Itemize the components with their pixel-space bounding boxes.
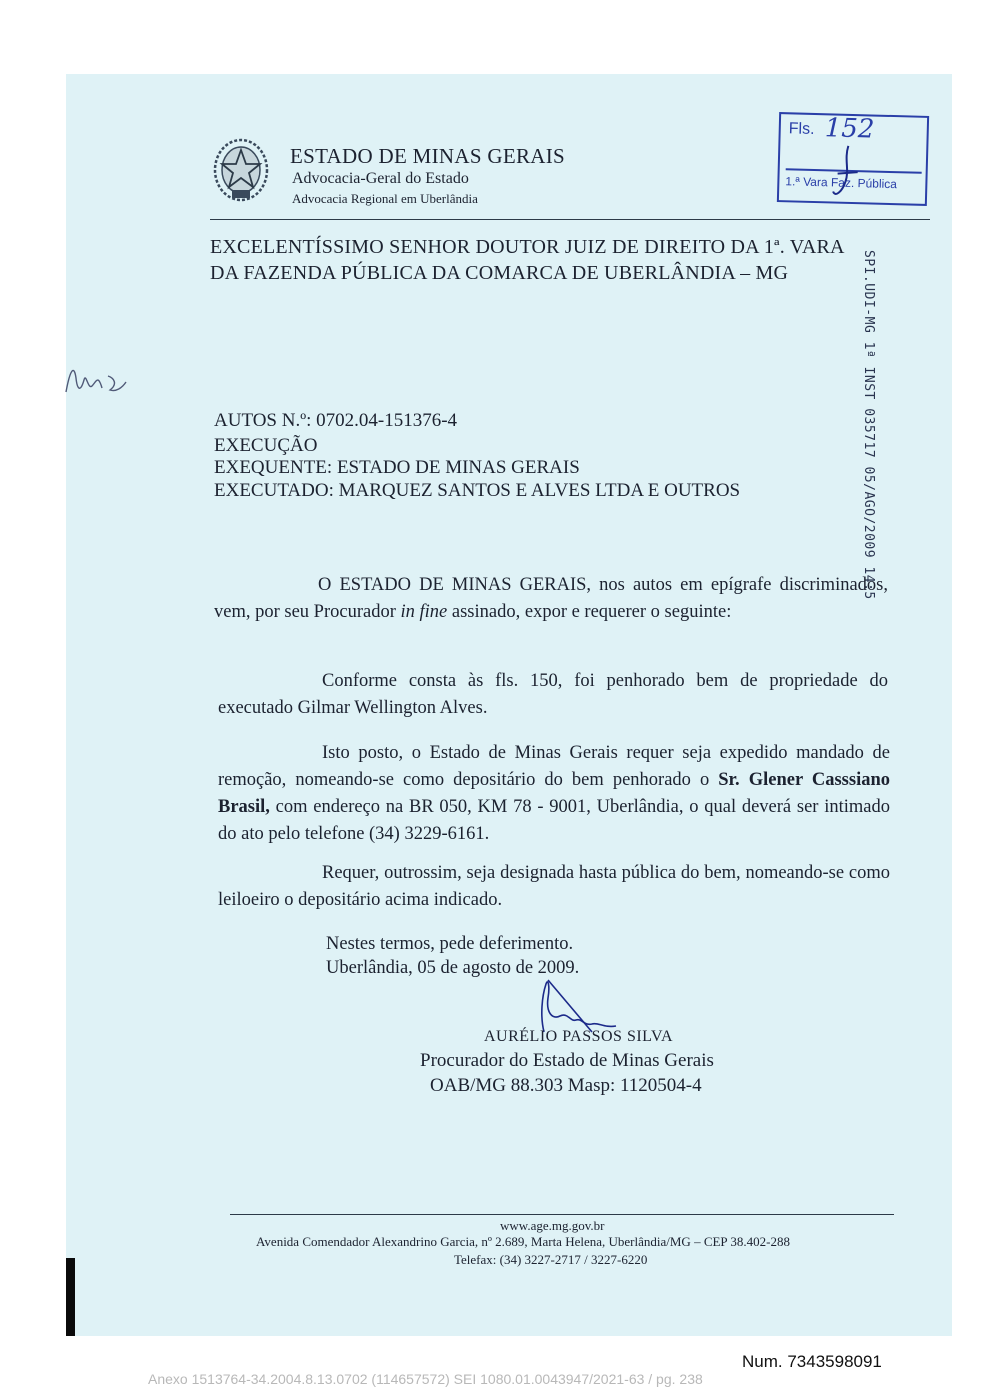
handwritten-margin-note xyxy=(62,360,132,400)
case-defendant: EXECUTADO: MARQUEZ SANTOS E ALVES LTDA E OUTROS xyxy=(214,480,741,501)
closing-request: Nestes termos, pede deferimento. xyxy=(326,934,574,954)
signer-name: AURÉLIO PASSOS SILVA xyxy=(484,1028,674,1045)
stamp-initials-signature xyxy=(829,143,861,204)
case-plaintiff: EXEQUENTE: ESTADO DE MINAS GERAIS xyxy=(214,457,580,478)
paragraph-seizure xyxy=(218,668,888,722)
closing-place-date: Uberlândia, 05 de agosto de 2009. xyxy=(326,958,580,978)
annex-reference: Anexo 1513764-34.2004.8.13.0702 (114657572) SEI 1080.01.0043947/2021-63 / pg. 238 xyxy=(148,1371,703,1387)
paragraph-intro-text-a: O ESTADO DE MINAS GERAIS, nos autos em epígrafe discriminados, vem, por seu Procurador xyxy=(214,575,888,622)
paragraph-request-text-a: Isto posto, o Estado de Minas Gerais requer seja expedido mandado de remoção, nomeando-se como depositário do bem penhorado o xyxy=(218,743,890,790)
page-number-stamp xyxy=(777,112,929,206)
footer-divider xyxy=(230,1214,894,1215)
paragraph-auction xyxy=(218,860,890,914)
stamp-court-division: 1.ª Vara Faz. Pública xyxy=(785,174,898,192)
scan-edge-bar xyxy=(66,1258,75,1336)
paragraph-intro-text-b: assinado, expor e requerer o seguinte: xyxy=(447,602,732,622)
addressee-line-1: EXCELENTÍSSIMO SENHOR DOUTOR JUIZ DE DIREITO DA 1ª. VARA xyxy=(210,236,845,258)
paragraph-intro-emphasis: in fine xyxy=(400,602,448,622)
paragraph-seizure-text: Conforme consta às fls. 150, foi penhorado bem de propriedade do executado Gilmar Wellington Alves. xyxy=(218,671,888,718)
addressee-line-2: DA FAZENDA PÚBLICA DA COMARCA DE UBERLÂNDIA – MG xyxy=(210,262,789,284)
signer-role: Procurador do Estado de Minas Gerais xyxy=(420,1050,714,1071)
paragraph-request-text-b: com endereço na BR 050, KM 78 - 9001, Uberlândia, o qual deverá ser intimado do ato pelo telefone (34) 3229-6161. xyxy=(218,797,890,844)
case-type: EXECUÇÃO xyxy=(214,435,318,456)
state-coat-of-arms-icon xyxy=(210,136,272,206)
document-number: Num. 7343598091 xyxy=(742,1352,882,1371)
header-agency-name: Advocacia-Geral do Estado xyxy=(292,170,469,187)
stamp-page-number: 152 xyxy=(824,113,875,145)
header-state-name: ESTADO DE MINAS GERAIS xyxy=(290,144,566,168)
stamp-fls-label: Fls. xyxy=(788,120,815,138)
footer-address: Avenida Comendador Alexandrino Garcia, nº 2.689, Marta Helena, Uberlândia/MG – CEP 38.402-288 xyxy=(256,1234,791,1249)
header-divider xyxy=(210,219,930,220)
paragraph-request xyxy=(218,740,890,848)
paragraph-intro xyxy=(214,572,888,626)
protocol-stamp: SPI.UDI-MG 1ª INST 035717 05/AGO/2009 14:5 xyxy=(861,250,876,600)
handwritten-signature xyxy=(530,976,620,1036)
paragraph-request-depositary-name: Sr. Glener Casssiano Brasil, xyxy=(218,770,890,817)
header-regional-office: Advocacia Regional em Uberlândia xyxy=(292,191,478,206)
case-number: AUTOS N.º: 0702.04-151376-4 xyxy=(214,410,458,431)
footer-website: www.age.mg.gov.br xyxy=(500,1218,605,1233)
signer-registration: OAB/MG 88.303 Masp: 1120504-4 xyxy=(430,1075,702,1096)
paragraph-auction-text: Requer, outrossim, seja designada hasta pública do bem, nomeando-se como leiloeiro o depositário acima indicado. xyxy=(218,863,890,910)
footer-phones: Telefax: (34) 3227-2717 / 3227-6220 xyxy=(454,1252,648,1267)
